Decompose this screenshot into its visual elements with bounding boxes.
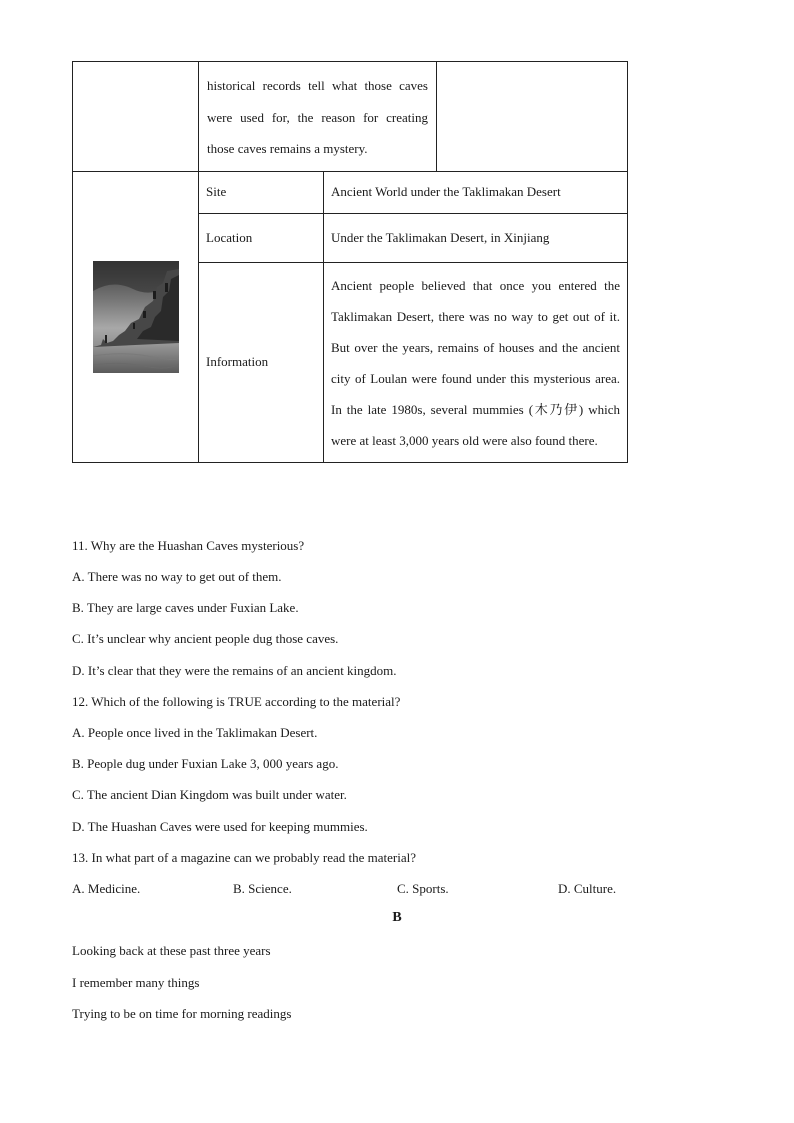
option-13-a[interactable]: A. Medicine. <box>72 881 141 896</box>
option-13-c[interactable]: C. Sports. <box>397 881 449 896</box>
site-value: Ancient World under the Taklimakan Desert <box>331 184 561 199</box>
poem-line: Trying to be on time for morning readings <box>72 1006 292 1021</box>
empty-cell <box>73 62 199 172</box>
information-value-cell <box>324 262 628 462</box>
information-label-cell <box>199 262 324 462</box>
question-12: 12. Which of the following is TRUE according to the material? <box>72 694 401 709</box>
option-12-a[interactable]: A. People once lived in the Taklimakan Desert. <box>72 725 318 740</box>
option-12-d[interactable]: D. The Huashan Caves were used for keeping mummies. <box>72 819 368 834</box>
information-label: Information <box>206 354 269 369</box>
information-value: Ancient people believed that once you entered the Taklimakan Desert, there was no way to get out of it. But over the years, remains of houses and the ancient city of Loulan were found under this mysterious area. In the late 1980s, several mummies (木乃伊) which were at least 3,000 years old were also found there. <box>331 277 620 448</box>
location-value: Under the Taklimakan Desert, in Xinjiang <box>331 229 550 245</box>
question-11: 11. Why are the Huashan Caves mysterious? <box>72 538 305 553</box>
option-13-b[interactable]: B. Science. <box>233 881 292 896</box>
caves-continuation-cell <box>199 62 437 172</box>
location-label-cell <box>199 213 324 262</box>
site-value-cell <box>324 171 628 213</box>
section-b-heading: B <box>392 910 402 925</box>
poem-line: I remember many things <box>72 975 200 990</box>
ruins-photo <box>93 261 179 373</box>
site-label-cell <box>199 171 324 213</box>
option-11-a[interactable]: A. There was no way to get out of them. <box>72 569 282 584</box>
site-info-table <box>72 61 628 463</box>
location-value-cell <box>324 213 628 262</box>
location-label: Location <box>206 229 253 245</box>
table-row <box>73 62 628 172</box>
caves-continuation-text: historical records tell what those caves were used for, the reason for creating those caves remains a mystery. <box>207 78 428 156</box>
question-13: 13. In what part of a magazine can we probably read the material? <box>72 850 416 865</box>
option-11-d[interactable]: D. It’s clear that they were the remains of an ancient kingdom. <box>72 663 397 678</box>
poem-line: Looking back at these past three years <box>72 943 271 958</box>
option-11-c[interactable]: C. It’s unclear why ancient people dug those caves. <box>72 631 339 646</box>
option-12-b[interactable]: B. People dug under Fuxian Lake 3, 000 years ago. <box>72 756 339 771</box>
option-11-b[interactable]: B. They are large caves under Fuxian Lake. <box>72 600 299 615</box>
photo-cell <box>73 171 199 462</box>
site-label: Site <box>206 184 227 199</box>
table-row <box>73 171 628 213</box>
option-13-d[interactable]: D. Culture. <box>558 881 617 896</box>
empty-cell <box>437 62 628 172</box>
option-12-c[interactable]: C. The ancient Dian Kingdom was built under water. <box>72 787 347 802</box>
